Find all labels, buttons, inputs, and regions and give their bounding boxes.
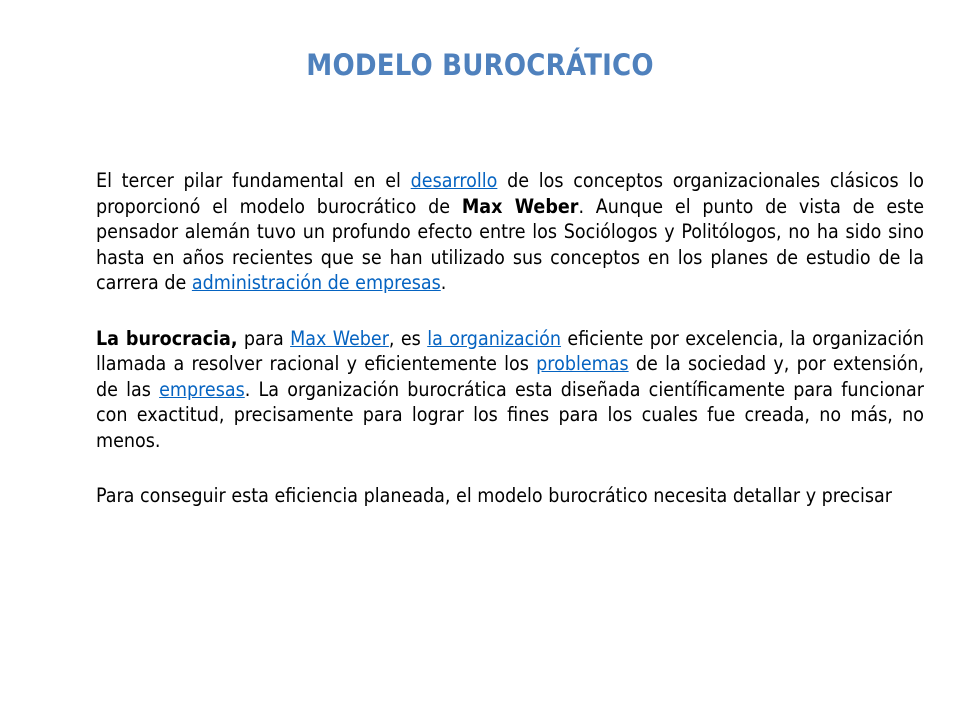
paragraph-3 [96,483,924,509]
text: . Aunque el punto de vista de este pensador alemán tuvo un profundo efecto entre los Sociólogos y Politólogos, no ha sido sino hasta en años recientes que se han utilizado sus conceptos en los planes de estudio de la carrera de [96,194,924,294]
text: . [440,271,447,294]
link-administracion-de-empresas[interactable]: administración de empresas [191,271,441,294]
text: , es [388,326,428,350]
bold-text: Max Weber [461,194,579,218]
text: eficiente por excelencia, la organización llamada a resolver racional y eficientemente los [96,326,924,375]
text: . La organización burocrática esta diseñada científicamente para funcionar con exactitud, precisamente para lograr los fines para los cuales fue creada, no más, no menos. [96,377,925,452]
text: de la sociedad y, por extensión, de las [96,352,924,401]
link-la-organizacion[interactable]: la organización [427,326,562,350]
slide-title: MODELO BUROCRÁTICO [306,48,654,82]
link-desarrollo[interactable]: desarrollo [410,169,498,192]
text: El tercer pilar fundamental en el [96,169,411,192]
paragraph-1 [96,168,924,296]
paragraph-2 [96,326,924,454]
bold-text: La burocracia, [96,326,238,350]
link-problemas[interactable]: problemas [536,352,629,375]
text: para [237,326,291,350]
text: Para conseguir esta eficiencia planeada, el modelo burocrático necesita detallar y precisar [96,484,892,507]
slide-body [96,168,924,539]
text: de los conceptos organizacionales clásicos lo proporcionó el modelo burocrático de [96,169,925,218]
link-empresas[interactable]: empresas [159,377,245,401]
link-max-weber[interactable]: Max Weber [290,326,389,350]
